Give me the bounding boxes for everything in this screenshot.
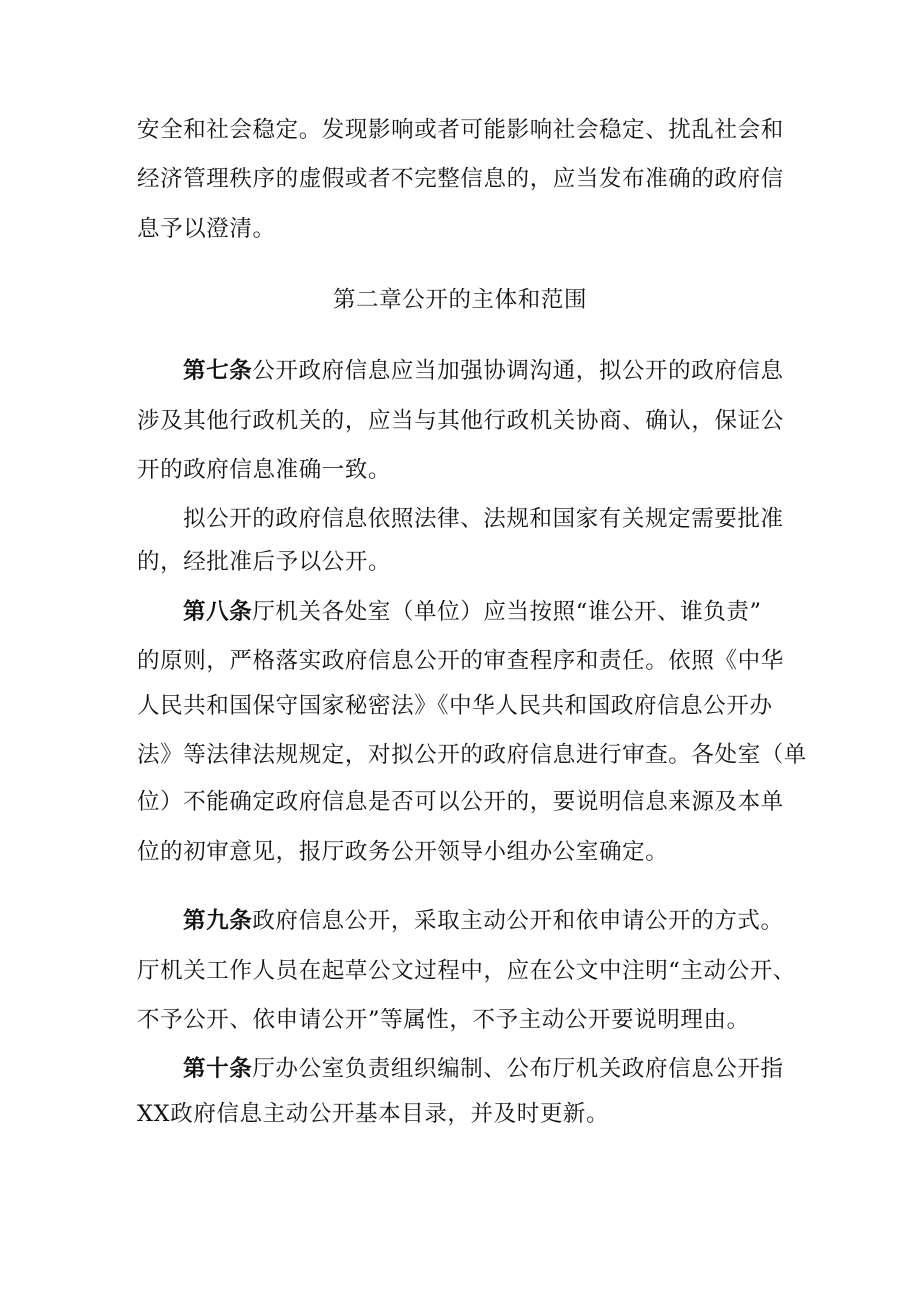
text-line: 安全和社会稳定。发现影响或者可能影响社会稳定、扰乱社会和: [137, 117, 784, 143]
article-7-first-line: [183, 356, 797, 386]
article-8-first-line: [183, 597, 797, 627]
text-line: 息予以澄清。: [137, 216, 276, 242]
text-line: 涉及其他行政机关的，应当与其他行政机关协商、确认，保证公: [137, 408, 784, 434]
article-10-first-line: [183, 1054, 797, 1084]
text-line: 法》等法律法规规定，对拟公开的政府信息进行审查。各处室（单: [137, 742, 807, 768]
article-8-label: 第八条: [183, 599, 253, 625]
text-line: 位）不能确定政府信息是否可以公开的，要说明信息来源及本单: [137, 789, 784, 815]
article-10-text: 厅办公室负责组织编制、公布厅机关政府信息公开指: [252, 1056, 784, 1082]
article-9-text: 政府信息公开，采取主动公开和依申请公开的方式。: [252, 908, 784, 934]
article-9-label: 第九条: [183, 908, 253, 934]
article-8-text: 厅机关各处室（单位）应当按照“谁公开、谁负责”: [252, 599, 762, 625]
article-10-label: 第十条: [183, 1056, 253, 1082]
article-7-para2-first-line: 拟公开的政府信息依照法律、法规和国家有关规定需要批准: [183, 506, 784, 532]
text-line: 经济管理秩序的虚假或者不完整信息的，应当发布准确的政府信: [137, 166, 784, 192]
text-line: 人民共和国保守国家秘密法》《中华人民共和国政府信息公开办: [137, 693, 773, 719]
article-9-first-line: [183, 906, 797, 936]
text-line: 厅机关工作人员在起草公文过程中，应在公文中注明“主动公开、: [137, 958, 796, 984]
text-line: 不予公开、依申请公开”等属性，不予主动公开要说明理由。: [137, 1007, 750, 1033]
text-line: XX政府信息主动公开基本目录，并及时更新。: [137, 1101, 610, 1127]
text-line: 的原则，严格落实政府信息公开的审查程序和责任。依照《中华: [137, 648, 784, 674]
article-7-label: 第七条: [183, 358, 253, 384]
text-line: 的，经批准后予以公开。: [137, 549, 392, 575]
chapter-heading: 第二章公开的主体和范围: [332, 287, 588, 313]
text-line: 位的初审意见，报厅政务公开领导小组办公室确定。: [137, 839, 669, 865]
article-7-text: 公开政府信息应当加强协调沟通，拟公开的政府信息: [252, 358, 784, 384]
text-line: 开的政府信息准确一致。: [137, 457, 392, 483]
